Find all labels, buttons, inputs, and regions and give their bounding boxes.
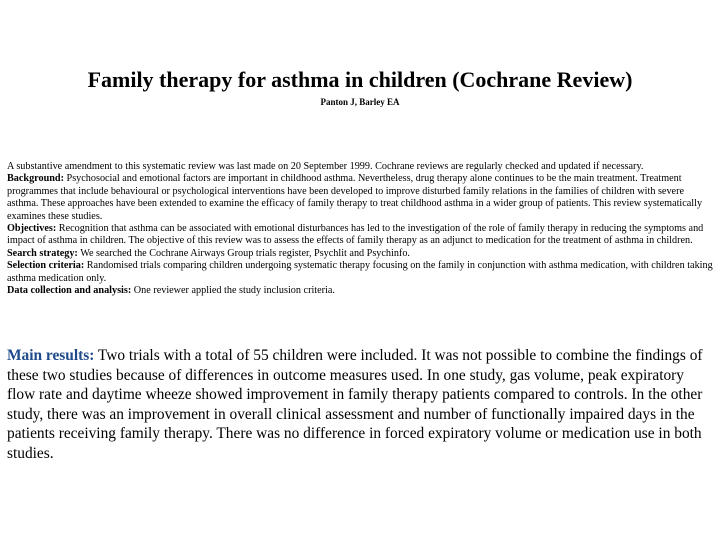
data-collection-text: One reviewer applied the study inclusion criteria. [131, 285, 335, 297]
amendment-note: A substantive amendment to this systematic review was last made on 20 September 1999. Cochrane reviews are regularly checked and updated if necessary. [7, 161, 644, 172]
data-collection-label: Data collection and analysis: [7, 285, 132, 297]
search-strategy-label: Search strategy: [7, 247, 78, 259]
objectives-text: Recognition that asthma can be associated with emotional disturbances has led to the investigation of the role of family therapy in reducing the symptoms and impact of asthma in children. The objective of this review was to assess the effects of family therapy as an adjunct to medication for the treatment of asthma in children. [7, 223, 704, 247]
main-results-text: Two trials with a total of 55 children were included. It was not possible to combine the findings of these two studies because of differences in outcome measures used. In one study, gas volume, peak expiratory flow rate and daytime wheeze showed improvement in family therapy patients compared to controls. In the other study, there was an improvement in overall clinical assessment and number of functionally impaired days in the patients receiving family therapy. There was no difference in forced expiratory volume or medication use in both studies. [7, 347, 703, 462]
main-results-label: Main results: [7, 347, 95, 364]
objectives-label: Objectives: [7, 223, 57, 235]
abstract-block [7, 161, 713, 297]
authors-line: Panton J, Barley EA [320, 97, 400, 107]
background-section [7, 173, 713, 223]
data-collection-section [7, 285, 713, 297]
selection-criteria-label: Selection criteria: [7, 260, 85, 272]
page-title: Family therapy for asthma in children (Cochrane Review) [87, 67, 633, 92]
background-text: Psychosocial and emotional factors are important in childhood asthma. Nevertheless, drug therapy alone continues to be the main treatment. Treatment programmes that include behavioural or psychological interventions have been developed to improve disturbed family relations in the families of children with severe asthma. These approaches have been extended to examine the efficacy of family therapy to treat childhood asthma in a wider group of patients. This review systematically examines these studies. [7, 173, 703, 222]
selection-criteria-section [7, 260, 713, 285]
search-strategy-text: We searched the Cochrane Airways Group trials register, Psychlit and Psychinfo. [77, 247, 410, 259]
objectives-section [7, 223, 713, 248]
search-strategy-section [7, 248, 713, 260]
main-results-section [7, 346, 713, 464]
selection-criteria-text: Randomised trials comparing children undergoing systematic therapy focusing on the family in conjunction with asthma medication, with children taking asthma medication only. [7, 260, 713, 284]
background-label: Background: [7, 173, 64, 185]
